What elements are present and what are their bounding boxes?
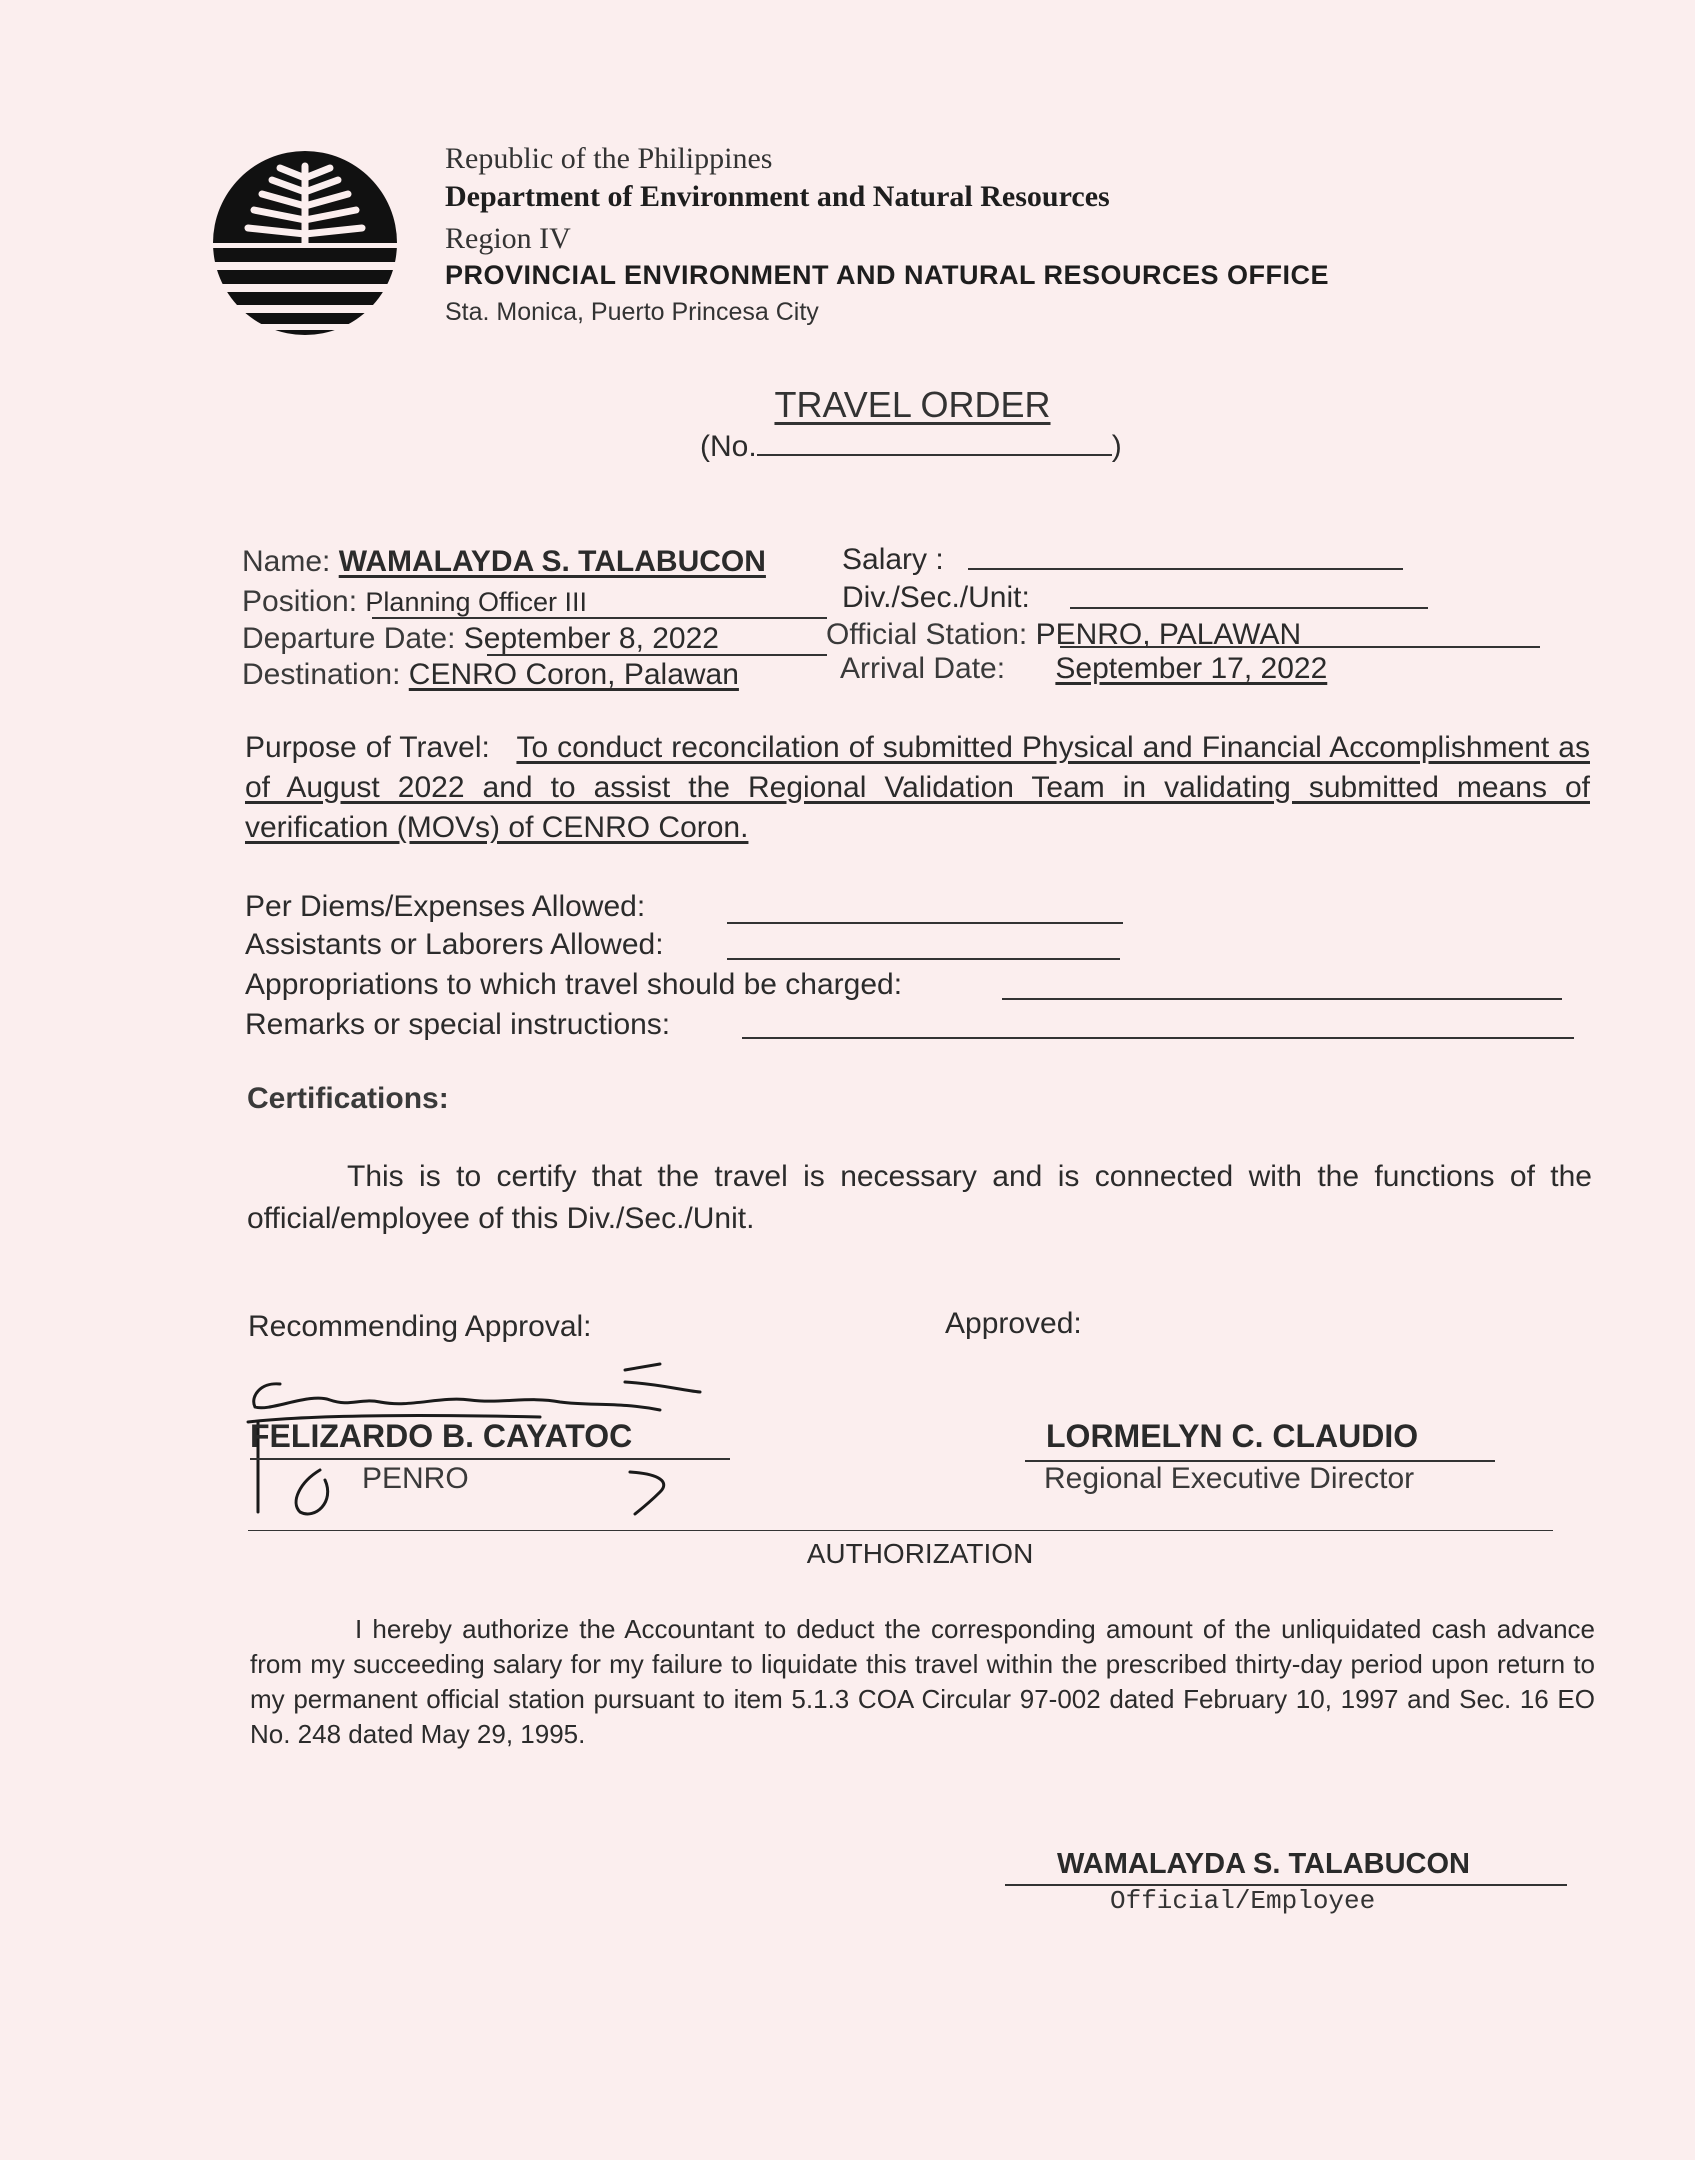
- name-field: [242, 545, 766, 579]
- recommender-name: FELIZARDO B. CAYATOC: [250, 1418, 633, 1454]
- header-department: Department of Environment and Natural Resources: [445, 180, 1110, 213]
- header-address: Sta. Monica, Puerto Princesa City: [445, 298, 819, 326]
- section-divider: [248, 1530, 1553, 1531]
- departure-value: September 8, 2022: [463, 622, 719, 655]
- assistants-blank: [727, 958, 1120, 960]
- authorization-heading: AUTHORIZATION: [806, 1538, 1034, 1569]
- destination-field: [242, 658, 739, 692]
- page-title: [0, 384, 1695, 426]
- authorization-text: I hereby authorize the Accountant to deduct the corresponding amount of the unliquidated cash advance from my succeeding salary for my failure to liquidate this travel within the prescribed thirty-day period upon return to my permanent official station pursuant to item 5.1.3 COA Circular 97-002 dated February 10, 1997 and Sec. 16 EO No. 248 dated May 29, 1995.: [250, 1614, 1595, 1749]
- approver-title: Regional Executive Director: [1044, 1462, 1415, 1495]
- employee-title: Official/Employee: [1110, 1886, 1376, 1916]
- approved-label: Approved:: [945, 1307, 1082, 1340]
- recommender-title: PENRO: [362, 1462, 469, 1495]
- station-underline: [1060, 646, 1540, 648]
- name-label: Name:: [242, 545, 331, 578]
- order-no-blank: [757, 428, 1112, 456]
- position-value: Planning Officer III: [365, 587, 588, 617]
- remarks-blank: [742, 1037, 1574, 1039]
- appropriations-blank: [1002, 998, 1562, 1000]
- name-value: WAMALAYDA S. TALABUCON: [338, 545, 766, 578]
- order-number: [700, 428, 1122, 464]
- position-field: [242, 585, 587, 619]
- assistants-label: Assistants or Laborers Allowed:: [245, 928, 664, 961]
- departure-label: Departure Date:: [242, 622, 456, 655]
- per-diems-blank: [727, 922, 1123, 924]
- arrival-field: [840, 652, 1327, 686]
- division-label: Div./Sec./Unit:: [842, 581, 1030, 614]
- purpose-of-travel: [245, 728, 1590, 848]
- certifications-heading: Certifications:: [247, 1082, 449, 1115]
- position-underline: [372, 617, 827, 619]
- station-value: PENRO, PALAWAN: [1035, 618, 1302, 651]
- recommending-approval-label: Recommending Approval:: [248, 1310, 592, 1343]
- salary-label: Salary :: [842, 543, 944, 576]
- approver-name: LORMELYN C. CLAUDIO: [1046, 1418, 1419, 1454]
- salary-blank: [968, 568, 1403, 570]
- certification-text: This is to certify that the travel is necessary and is connected with the functions of the official/employee of this Div./Sec./Unit.: [247, 1160, 1592, 1235]
- arrival-value: September 17, 2022: [1055, 652, 1328, 685]
- arrival-label: Arrival Date:: [840, 652, 1006, 685]
- departure-field: [242, 622, 719, 656]
- position-label: Position:: [242, 585, 358, 618]
- header-republic: Republic of the Philippines: [445, 142, 773, 175]
- per-diems-label: Per Diems/Expenses Allowed:: [245, 890, 646, 923]
- destination-label: Destination:: [242, 658, 401, 691]
- purpose-label: Purpose of Travel:: [245, 731, 490, 764]
- header-region: Region IV: [445, 222, 571, 255]
- division-blank: [1070, 607, 1428, 609]
- header-office: PROVINCIAL ENVIRONMENT AND NATURAL RESOURCES OFFICE: [445, 260, 1330, 290]
- remarks-label: Remarks or special instructions:: [245, 1008, 671, 1041]
- station-label: Official Station:: [826, 618, 1028, 651]
- destination-value: CENRO Coron, Palawan: [408, 658, 739, 691]
- title-text: TRAVEL ORDER: [774, 384, 1051, 425]
- denr-logo: [210, 148, 400, 338]
- purpose-text: To conduct reconcilation of submitted Physical and Financial Accomplishment as of August 2022 and to assist the Regional Validation Team in validating submitted means of verification (MOVs) of CENRO Coron.: [245, 731, 1590, 844]
- recommender-signature-line: [250, 1458, 730, 1460]
- appropriations-label: Appropriations to which travel should be charged:: [245, 968, 903, 1001]
- employee-name: WAMALAYDA S. TALABUCON: [1057, 1848, 1470, 1880]
- order-no-prefix: (No.: [700, 430, 757, 463]
- departure-underline: [487, 654, 827, 656]
- order-no-suffix: ): [1111, 430, 1122, 463]
